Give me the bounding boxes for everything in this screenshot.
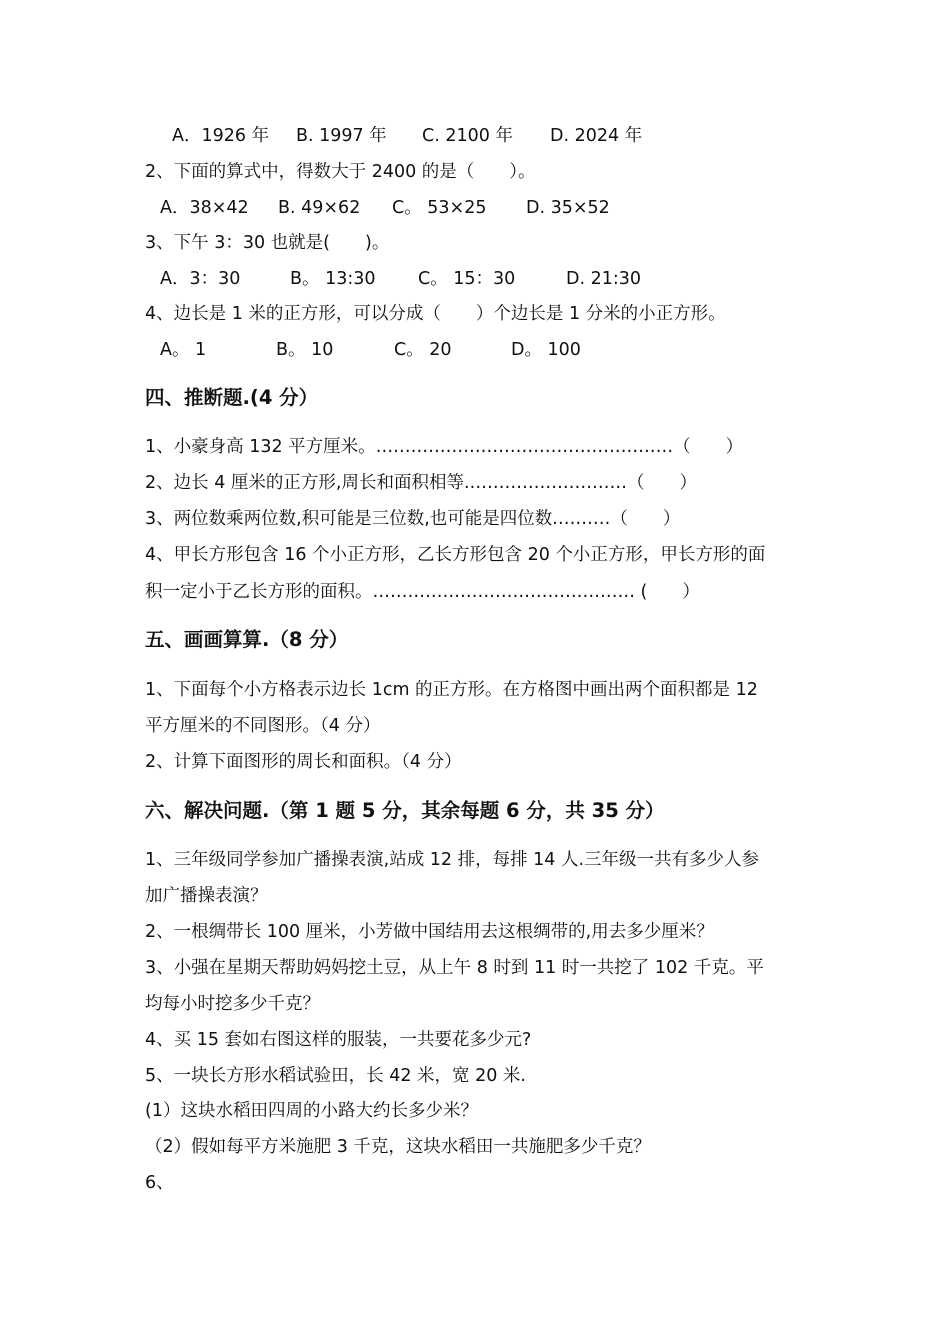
option-c: C。 15：30	[418, 269, 516, 289]
s6-item-5-sub-1: (1）这块水稻田四周的小路大约长多少米？	[145, 1101, 478, 1121]
section-4-title: 四、推断题.(4 分）	[145, 386, 319, 409]
question-3: 3、下午 3：30 也就是( )。	[145, 233, 390, 253]
s6-item-6: 6、	[145, 1173, 174, 1193]
s6-item-5: 5、一块长方形水稻试验田，长 42 米，宽 20 米.	[145, 1066, 526, 1086]
s4-item-1: 1、小豪身高 132 平方厘米。……………………………………………（ ）	[145, 437, 744, 457]
option-a: A。 1	[160, 340, 207, 360]
s6-item-2: 2、一根绸带长 100 厘米，小芳做中国结用去这根绸带的,用去多少厘米？	[145, 922, 714, 942]
s6-item-1-cont: 加广播操表演？	[145, 886, 268, 906]
question-4: 4、边长是 1 米的正方形，可以分成（ ）个边长是 1 分米的小正方形。	[145, 304, 726, 324]
s5-item-1: 1、下面每个小方格表示边长 1cm 的正方形。在方格图中画出两个面积都是 12	[145, 680, 758, 700]
option-c: C。 53×25	[392, 198, 487, 218]
s4-item-4-cont: 积一定小于乙长方形的面积。……………………………………… ( ）	[145, 582, 700, 602]
option-b: B. 1997 年	[296, 126, 387, 146]
section-5-title: 五、画画算算.（8 分）	[145, 628, 349, 651]
option-b: B。 10	[276, 340, 334, 360]
option-d: D. 21:30	[566, 269, 642, 289]
option-c: C. 2100 年	[422, 126, 513, 146]
s6-item-4: 4、买 15 套如右图这样的服装，一共要花多少元?	[145, 1030, 532, 1050]
s5-item-2: 2、计算下面图形的周长和面积。（4 分）	[145, 752, 462, 772]
s6-item-5-sub-2: （2）假如每平方米施肥 3 千克，这块水稻田一共施肥多少千克？	[145, 1137, 651, 1157]
option-c: C。 20	[394, 340, 452, 360]
option-b: B。 13:30	[290, 269, 376, 289]
question-2: 2、下面的算式中，得数大于 2400 的是（ ）。	[145, 162, 536, 182]
s6-item-1: 1、三年级同学参加广播操表演,站成 12 排，每排 14 人.三年级一共有多少人参	[145, 850, 760, 870]
s4-item-4: 4、甲长方形包含 16 个小正方形，乙长方形包含 20 个小正方形，甲长方形的面	[145, 545, 766, 565]
s6-item-3-cont: 均每小时挖多少千克？	[145, 994, 320, 1014]
s6-item-3: 3、小强在星期天帮助妈妈挖土豆，从上午 8 时到 11 时一共挖了 102 千克。平	[145, 958, 764, 978]
section-6-title: 六、解决问题.（第 1 题 5 分，其余每题 6 分，共 35 分）	[145, 799, 665, 822]
option-a: A．3：30	[160, 269, 241, 289]
option-d: D. 2024 年	[550, 126, 643, 146]
s4-item-3: 3、两位数乘两位数,积可能是三位数,也可能是四位数.………（ ）	[145, 509, 681, 529]
option-d: D. 35×52	[526, 198, 610, 218]
option-d: D。 100	[511, 340, 581, 360]
option-b: B. 49×62	[278, 198, 361, 218]
option-a: A．1926 年	[172, 126, 270, 146]
s4-item-2: 2、边长 4 厘米的正方形,周长和面积相等.………………………（ ）	[145, 473, 698, 493]
s5-item-1-cont: 平方厘米的不同图形。（4 分）	[145, 716, 381, 736]
option-a: A．38×42	[160, 198, 249, 218]
